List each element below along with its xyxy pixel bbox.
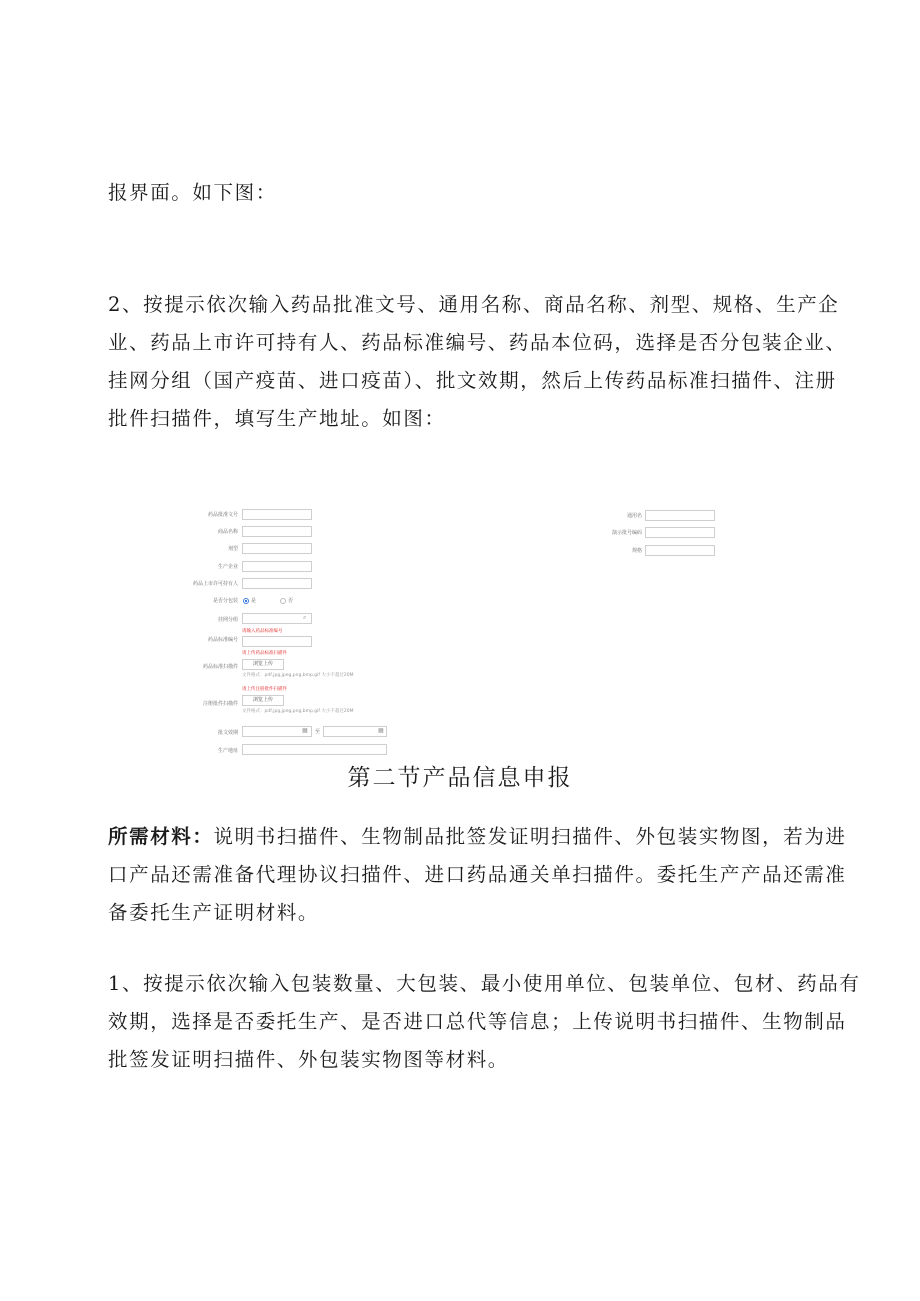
trade-name-input[interactable]: [242, 526, 312, 537]
text-line: 报界面。如下图：: [108, 181, 277, 204]
form-label: 挂网分组: [217, 617, 238, 623]
radio-yes[interactable]: [243, 598, 249, 604]
form-label: 演示批号编码: [611, 530, 642, 536]
file-hint: 文件格式：pdf,jpg,jpeg,png,bmp,gif 大小不超过20M: [242, 673, 354, 678]
specification-input[interactable]: [645, 545, 715, 556]
generic-name-input[interactable]: [645, 510, 715, 521]
form-label: 药品标准扫描件: [202, 664, 238, 670]
form-label: 生产企业: [217, 564, 238, 570]
form-label: 商品名称: [217, 529, 238, 535]
text-line: 备委托生产证明材料。: [108, 901, 320, 924]
radio-no-label: 否: [288, 598, 294, 604]
date-separator: 至: [315, 729, 321, 735]
license-holder-input[interactable]: [242, 578, 312, 589]
file-hint: 文件格式：pdf,jpg,jpeg,png,bmp,gif 大小不超过20M: [242, 709, 354, 714]
radio-no[interactable]: [280, 598, 286, 604]
form-label: 注册批件扫描件: [202, 701, 238, 707]
text-line: 1、按提示依次输入包装数量、大包装、最小使用单位、包装单位、包材、药品有: [108, 972, 861, 995]
text-line: 批件扫描件，填写生产地址。如图：: [108, 407, 446, 430]
form-label: 是否分包装: [212, 598, 238, 604]
text-line: 口产品还需准备代理协议扫描件、进口药品通关单扫描件。委托生产产品还需准: [108, 863, 847, 886]
code-input[interactable]: [645, 527, 715, 538]
text-line: 业、药品上市许可持有人、药品标准编号、药品本位码，选择是否分包装企业、: [108, 331, 847, 354]
group-select[interactable]: [242, 613, 312, 624]
upload-standard-button[interactable]: 浏览上传: [242, 659, 284, 670]
form-label: 药品上市许可持有人: [192, 581, 238, 587]
validation-message: 请上传注册批件扫描件: [242, 687, 287, 692]
form-label: 剂型: [227, 546, 238, 552]
intro-paragraph: [108, 174, 818, 212]
materials-label: 所需材料：: [108, 825, 214, 848]
form-label: 药品批准文号: [207, 512, 238, 518]
text-line: 效期，选择是否委托生产、是否进口总代等信息；上传说明书扫描件、生物制品: [108, 1010, 847, 1033]
form-label: 批文效期: [217, 730, 238, 736]
text-line: 2、按提示依次输入药品批准文号、通用名称、商品名称、剂型、规格、生产企: [108, 293, 840, 316]
validation-message: 请上传药品标准扫描件: [242, 651, 287, 656]
step2-paragraph: [108, 286, 847, 438]
form-label: 药品标准编号: [207, 637, 238, 643]
form-screenshot: [186, 500, 736, 758]
form-label: 生产地址: [217, 748, 238, 754]
manufacturer-input[interactable]: [242, 561, 312, 572]
form-label: 规格: [631, 548, 642, 554]
text-span: 说明书扫描件、生物制品批签发证明扫描件、外包装实物图，若为进: [213, 825, 847, 848]
form-label: 通用名: [626, 513, 642, 519]
text-line: [108, 818, 847, 856]
address-input[interactable]: [242, 744, 387, 755]
materials-paragraph: [108, 818, 847, 932]
calendar-icon: ▦: [378, 727, 384, 734]
step1-paragraph: [108, 965, 861, 1079]
dosage-form-input[interactable]: [242, 543, 312, 554]
text-line: 批签发证明扫描件、外包装实物图等材料。: [108, 1048, 509, 1071]
search-icon: ⌕: [303, 614, 307, 621]
section-heading: 第二节产品信息申报: [347, 765, 573, 791]
approval-number-input[interactable]: [242, 509, 312, 520]
validation-message: 请输入药品标准编号: [242, 629, 283, 634]
calendar-icon: ▦: [302, 727, 308, 734]
standard-number-input[interactable]: [242, 636, 312, 647]
text-line: 挂网分组（国产疫苗、进口疫苗）、批文效期，然后上传药品标准扫描件、注册: [108, 369, 837, 392]
radio-yes-label: 是: [251, 598, 257, 604]
upload-registration-button[interactable]: 浏览上传: [242, 695, 284, 706]
